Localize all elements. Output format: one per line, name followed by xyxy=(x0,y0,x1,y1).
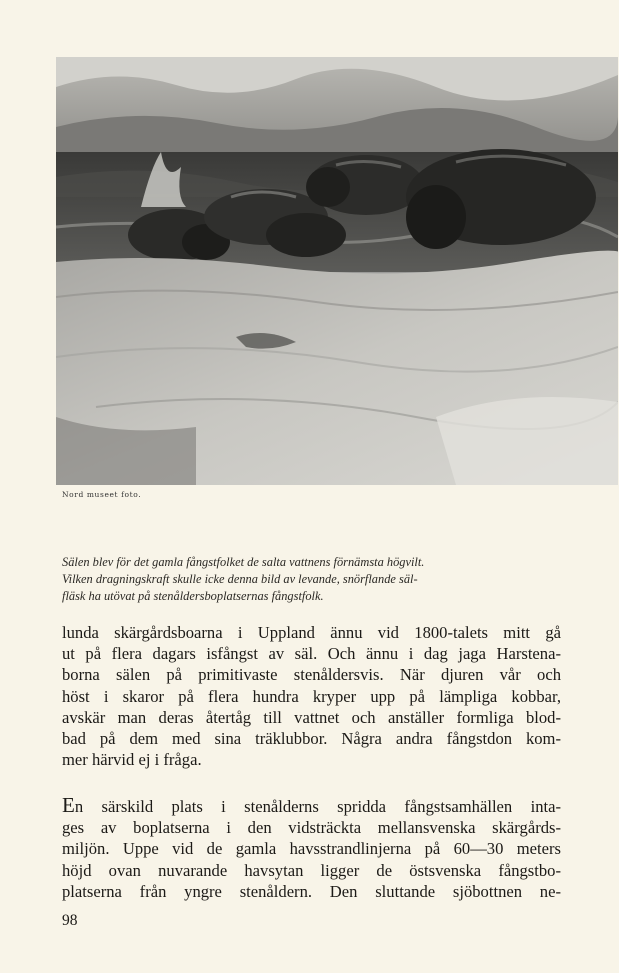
caption-line: Sälen blev för det gamla fångstfolket de salta vattnens förnämsta högvilt. xyxy=(62,555,425,569)
text-line: miljön. Uppe vid de gamla havsstrandlinjerna på 60—30 meters xyxy=(62,839,561,859)
seal-photograph xyxy=(56,57,618,485)
caption-line: fläsk ha utövat på stenåldersboplatsernas fångstfolk. xyxy=(62,589,324,603)
text-line: höst i skaror på flera hundra kryper upp på lämpliga kobbar, xyxy=(62,686,561,706)
body-paragraph-1 xyxy=(62,622,561,770)
text-line: höjd ovan nuvarande havsytan ligger de östsvenska fångstbo- xyxy=(62,860,561,880)
page-number: 98 xyxy=(62,912,78,929)
text-line: mer härvid ej i fråga. xyxy=(62,750,202,770)
initial-letter: E xyxy=(62,793,75,817)
first-line-rest: n särskild plats i stenålderns spridda fångstsamhällen inta- xyxy=(74,797,561,816)
text-line: platserna från yngre stenåldern. Den sluttande sjöbottnen ne- xyxy=(62,881,561,901)
text-line: ut på flera dagars isfångst av säl. Och ännu i dag jaga Harstena- xyxy=(62,644,561,664)
text-line: bad på dem med sina träklubbor. Några andra fångstdon kom- xyxy=(62,729,561,749)
text-line: lunda skärgårdsboarna i Uppland ännu vid 1800-talets mitt gå xyxy=(62,623,561,642)
photo-credit: Nord museet foto. xyxy=(62,490,142,499)
seal-photo-illustration xyxy=(56,57,618,485)
body-paragraph-2 xyxy=(62,795,561,902)
text-line: borna sälen på primitivaste stenåldersvis. När djuren vår och xyxy=(62,665,561,685)
text-line-first xyxy=(62,795,561,817)
text-line: ges av boplatserna i den vidsträckta mellansvenska skärgårds- xyxy=(62,818,561,838)
text-line: avskär man deras återtåg till vattnet och anställer formliga blod- xyxy=(62,707,561,727)
caption-line: Vilken dragningskraft skulle icke denna bild av levande, snörflande säl- xyxy=(62,572,418,586)
photo-caption xyxy=(62,554,562,605)
